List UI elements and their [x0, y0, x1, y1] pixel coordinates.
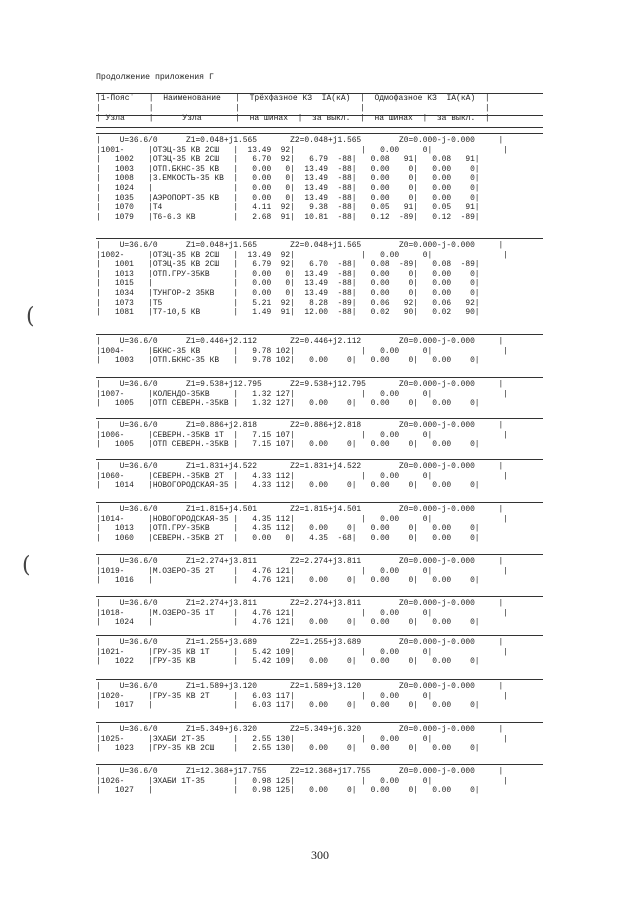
table-row: | 1022 |ГРУ-35 КВ | 5.42 109| 0.00 0| 0.00 0| 0.00 0|	[96, 657, 480, 667]
table-row: | 1073 |Т5 | 5.21 92| 8.28 -89| 0.06 92| 0.06 92|	[96, 298, 480, 308]
table-row: | 1005 |ОТП СЕВЕРН.-35КВ | 1.32 127| 0.00 0| 0.00 0| 0.00 0|	[96, 399, 480, 409]
block-separator	[96, 238, 543, 239]
block-separator	[96, 679, 543, 680]
table-row: |1025- |ЭХАБИ 2Т-35 | 2.55 130| | 0.00 0| |	[96, 734, 508, 744]
table-row: |1018- |М.ОЗЕРО-35 1Т | 4.76 121| | 0.00 0| |	[96, 608, 508, 618]
block-impedance-line: | U=36.6/0 Z1=0.048+j1.565 Z2=0.048+j1.565 Z0=0.000-j-0.000 |	[96, 136, 504, 145]
block-separator	[96, 502, 543, 503]
table-row: | 1035 |АЭРОПОРТ-35 КВ | 0.00 0| 13.49 -88| 0.00 0| 0.00 0|	[96, 193, 480, 203]
table-row: | 1081 |Т7-10,5 КВ | 1.49 91| 12.00 -88| 0.02 90| 0.02 90|	[96, 308, 480, 318]
table-row: | 1008 |3.ЕМКОСТЬ-35 КВ | 0.00 0| 13.49 -88| 0.00 0| 0.00 0|	[96, 174, 480, 184]
table-row: |1020- |ГРУ-35 КВ 2Т | 6.03 117| | 0.00 0| |	[96, 691, 508, 701]
header-line: |1-Поясˈ | Наименование | Трёхфазное КЗ IA(кА) | Одмофазное КЗ IA(кА) |	[96, 94, 490, 103]
table-row: | 1013 |ОТП.ГРУ-35КВ | 0.00 0| 13.49 -88| 0.00 0| 0.00 0|	[96, 269, 480, 279]
table-row: | 1017 | | 6.03 117| 0.00 0| 0.00 0| 0.00 0|	[96, 701, 480, 711]
table-row: |1006- |СЕВЕРН.-35КВ 1Т | 7.15 107| | 0.00 0| |	[96, 430, 508, 440]
table-row: | 1034 |ТУНГОР-2 35КВ | 0.00 0| 13.49 -88| 0.00 0| 0.00 0|	[96, 289, 480, 298]
table-row: | 1024 | | 4.76 121| 0.00 0| 0.00 0| 0.00 0|	[96, 618, 480, 628]
bracket-mark: (	[22, 553, 31, 578]
table-row: |1019- |М.ОЗЕРО-35 2Т | 4.76 121| | 0.00 0| |	[96, 566, 508, 576]
header-line: | Узла | Узла | на шинах | за выкл. | на шинах | за выкл. |	[96, 114, 490, 123]
table-row: | 1002 |ОТЭЦ-35 КВ 2СШ | 6.70 92| 6.79 -88| 0.08 91| 0.08 91|	[96, 155, 480, 165]
block-impedance-line: | U=36.6/0 Z1=2.274+j3.811 Z2=2.274+j3.811 Z0=0.000-j-0.000 |	[96, 557, 504, 566]
block-impedance-line: | U=36.6/0 Z1=1.589+j3.120 Z2=1.589+j3.120 Z0=0.000-j-0.000 |	[96, 682, 504, 691]
header-line: | | | | |	[96, 104, 490, 113]
header-top-rule	[96, 93, 543, 94]
block-separator	[96, 554, 543, 555]
block-impedance-line: | U=36.6/0 Z1=9.538+j12.795 Z2=9.538+j12.795 Z0=0.000-j-0.000 |	[96, 380, 504, 389]
block-impedance-line: | U=36.6/0 Z1=5.349+j6.320 Z2=5.349+j6.320 Z0=0.000-j-0.000 |	[96, 725, 504, 734]
block-impedance-line: | U=36.6/0 Z1=1.831+j4.522 Z2=1.831+j4.522 Z0=0.000-j-0.000 |	[96, 462, 504, 471]
block-separator	[96, 596, 543, 597]
table-row: | 1079 |Т6-6.3 КВ | 2.68 91| 10.81 -88| 0.12 -89| 0.12 -89|	[96, 212, 480, 222]
table-row: | 1024 | | 0.00 0| 13.49 -88| 0.00 0| 0.00 0|	[96, 184, 480, 193]
block-impedance-line: | U=36.6/0 Z1=0.048+j1.565 Z2=0.048+j1.565 Z0=0.000-j-0.000 |	[96, 241, 504, 250]
block-separator	[96, 334, 543, 335]
block-separator	[96, 418, 543, 419]
table-row: | 1013 |ОТП.ГРУ-35КВ | 4.35 112| 0.00 0| 0.00 0| 0.00 0|	[96, 524, 480, 534]
table-row: |1007- |КОЛЕНДО-35КВ | 1.32 127| | 0.00 0| |	[96, 389, 508, 399]
table-row: | 1023 |ГРУ-35 КВ 2СШ | 2.55 130| 0.00 0| 0.00 0| 0.00 0|	[96, 744, 480, 754]
table-row: | 1014 |НОВОГОРОДСКАЯ-35 | 4.33 112| 0.00 0| 0.00 0| 0.00 0|	[96, 481, 480, 491]
block-impedance-line: | U=36.6/0 Z1=0.886+j2.818 Z2=0.886+j2.818 Z0=0.000-j-0.000 |	[96, 421, 504, 430]
table-row: | 1027 | | 0.98 125| 0.00 0| 0.00 0| 0.00 0|	[96, 786, 480, 796]
block-impedance-line: | U=36.6/0 Z1=2.274+j3.811 Z2=2.274+j3.811 Z0=0.000-j-0.000 |	[96, 599, 504, 608]
table-row: | 1060 |СЕВЕРН.-35КВ 2Т | 0.00 0| 4.35 -68| 0.00 0| 0.00 0|	[96, 533, 480, 543]
block-impedance-line: | U=36.6/0 Z1=0.446+j2.112 Z2=0.446+j2.112 Z0=0.000-j-0.000 |	[96, 337, 504, 346]
table-row: | 1070 |Т4 | 4.11 92| 9.38 -88| 0.05 91| 0.05 91|	[96, 203, 480, 213]
table-row: |1014- |НОВОГОРОДСКАЯ-35 | 4.35 112| | 0.00 0| |	[96, 514, 508, 524]
header-bottom-rule	[96, 127, 543, 128]
block-separator	[96, 722, 543, 723]
block-impedance-line: | U=36.6/0 Z1=1.255+j3.689 Z2=1.255+j3.689 Z0=0.000-j-0.000 |	[96, 638, 504, 647]
block-separator	[96, 133, 543, 134]
table-row: | 1015 | | 0.00 0| 13.49 -88| 0.00 0| 0.00 0|	[96, 279, 480, 289]
page-title: Продолжение приложения Г	[96, 73, 214, 82]
table-row: |1060- |СЕВЕРН.-35КВ 2Т | 4.33 112| | 0.00 0| |	[96, 471, 508, 481]
block-impedance-line: | U=36.6/0 Z1=1.815+j4.501 Z2=1.815+j4.501 Z0=0.000-j-0.000 |	[96, 505, 504, 514]
header-mid-rule	[96, 115, 543, 116]
table-row: | 1005 |ОТП СЕВЕРН.-35КВ | 7.15 107| 0.00 0| 0.00 0| 0.00 0|	[96, 440, 480, 450]
table-row: | 1016 | | 4.76 121| 0.00 0| 0.00 0| 0.00 0|	[96, 576, 480, 586]
table-row: | 1001 |ОТЭЦ-35 КВ 2СШ | 6.79 92| 6.70 -88| 0.08 -89| 0.08 -89|	[96, 260, 480, 270]
block-impedance-line: | U=36.6/0 Z1=12.368+j17.755 Z2=12.368+j17.755 Z0=0.000-j-0.000 |	[96, 767, 504, 776]
table-row: |1026- |ЭХАБИ 1Т-35 | 0.98 125| | 0.00 0| |	[96, 776, 508, 786]
table-row: | 1003 |ОТП.БКНС-35 КВ | 0.00 0| 13.49 -88| 0.00 0| 0.00 0|	[96, 164, 480, 174]
table-row: |1002- |ОТЭЦ-35 КВ 2СШ | 13.49 92| | 0.00 0| |	[96, 250, 508, 260]
page-number: 300	[311, 848, 329, 862]
block-separator	[96, 377, 543, 378]
table-row: |1001- |ОТЭЦ-35 КВ 2СШ | 13.49 92| | 0.00 0| |	[96, 145, 508, 155]
table-row: |1021- |ГРУ-35 КВ 1Т | 5.42 109| | 0.00 0| |	[96, 647, 508, 657]
table-row: |1004- |БКНС-35 КВ | 9.78 102| | 0.00 0| |	[96, 346, 508, 356]
block-separator	[96, 635, 543, 636]
block-separator	[96, 459, 543, 460]
table-row: | 1003 |ОТП.БКНС-35 КВ | 9.78 102| 0.00 0| 0.00 0| 0.00 0|	[96, 356, 480, 366]
bracket-mark: (	[26, 304, 35, 329]
block-separator	[96, 764, 543, 765]
